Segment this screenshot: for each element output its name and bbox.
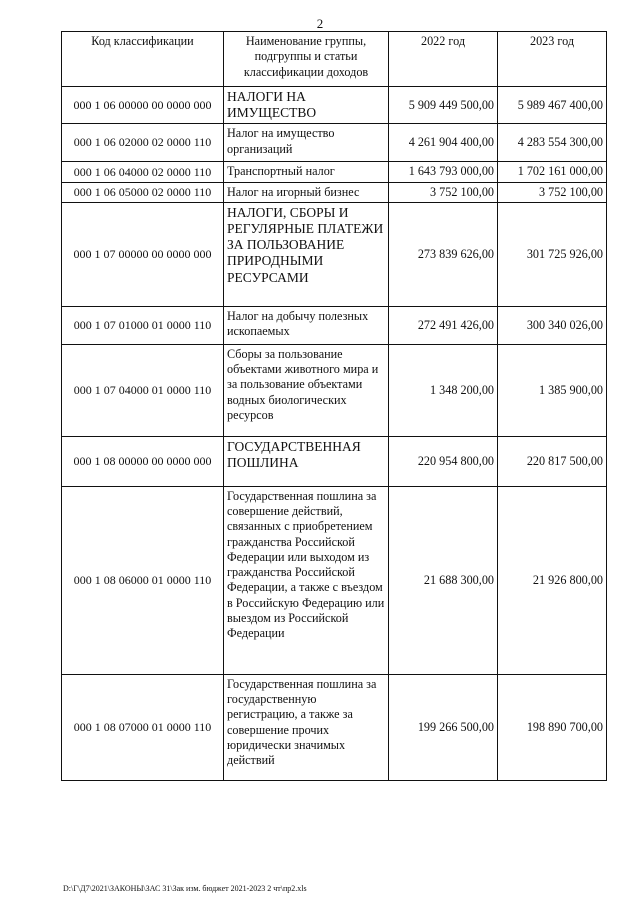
row-name: Государственная пошлина за совершение действий, связанных с приобретением гражданства Российской Федерации или выходом из гражданства Российской Федерации, а также с въездом в Российскую Федерацию или выездом из Российской Федерации	[224, 486, 389, 674]
header-name: Наименование группы, подгруппы и статьи классификации доходов	[224, 32, 389, 87]
table-row	[62, 162, 607, 182]
row-2022: 1 348 200,00	[389, 344, 498, 436]
row-2023: 300 340 026,00	[498, 306, 607, 344]
row-2022: 272 491 426,00	[389, 306, 498, 344]
table-row	[62, 486, 607, 674]
row-code: 000 1 08 07000 01 0000 110	[62, 674, 224, 780]
page-number: 2	[316, 16, 324, 31]
row-code: 000 1 08 00000 00 0000 000	[62, 436, 224, 486]
revenue-table	[61, 31, 607, 781]
header-2023: 2023 год	[498, 32, 607, 87]
row-name: Налог на добычу полезных ископаемых	[224, 306, 389, 344]
row-name: НАЛОГИ НА ИМУЩЕСТВО	[224, 87, 389, 124]
table-row	[62, 674, 607, 780]
row-name: Налог на игорный бизнес	[224, 182, 389, 202]
row-2022: 220 954 800,00	[389, 436, 498, 486]
row-2023: 21 926 800,00	[498, 486, 607, 674]
row-2022: 273 839 626,00	[389, 202, 498, 306]
row-code: 000 1 06 00000 00 0000 000	[62, 87, 224, 124]
row-2022: 1 643 793 000,00	[389, 162, 498, 182]
row-code: 000 1 08 06000 01 0000 110	[62, 486, 224, 674]
row-name: Сборы за пользование объектами животного мира и за пользование объектами водных биологических ресурсов	[224, 344, 389, 436]
row-code: 000 1 07 04000 01 0000 110	[62, 344, 224, 436]
row-2022: 199 266 500,00	[389, 674, 498, 780]
row-name: Транспортный налог	[224, 162, 389, 182]
table-row	[62, 182, 607, 202]
table-row	[62, 436, 607, 486]
row-code: 000 1 07 00000 00 0000 000	[62, 202, 224, 306]
row-2022: 4 261 904 400,00	[389, 124, 498, 162]
row-code: 000 1 06 02000 02 0000 110	[62, 124, 224, 162]
row-2023: 5 989 467 400,00	[498, 87, 607, 124]
file-path-footer: D:\Г\Д7\2021\ЗАКОНЫ\ЗАС 31\Зак изм. бюджет 2021-2023 2 чт\пр2.xls	[63, 884, 307, 893]
header-2022: 2022 год	[389, 32, 498, 87]
row-2023: 4 283 554 300,00	[498, 124, 607, 162]
row-name: Налог на имущество организаций	[224, 124, 389, 162]
row-2023: 1 702 161 000,00	[498, 162, 607, 182]
table-row	[62, 124, 607, 162]
row-2023: 3 752 100,00	[498, 182, 607, 202]
table-row	[62, 344, 607, 436]
row-2023: 1 385 900,00	[498, 344, 607, 436]
row-code: 000 1 06 04000 02 0000 110	[62, 162, 224, 182]
row-2023: 198 890 700,00	[498, 674, 607, 780]
header-code: Код классификации	[62, 32, 224, 87]
table-row	[62, 87, 607, 124]
row-name: ГОСУДАРСТВЕННАЯ ПОШЛИНА	[224, 436, 389, 486]
table-row	[62, 306, 607, 344]
row-2023: 301 725 926,00	[498, 202, 607, 306]
header-row	[62, 32, 607, 87]
row-code: 000 1 07 01000 01 0000 110	[62, 306, 224, 344]
row-2022: 3 752 100,00	[389, 182, 498, 202]
table-row	[62, 202, 607, 306]
row-2023: 220 817 500,00	[498, 436, 607, 486]
row-code: 000 1 06 05000 02 0000 110	[62, 182, 224, 202]
row-name: Государственная пошлина за государственную регистрацию, а также за совершение прочих юридически значимых действий	[224, 674, 389, 780]
row-2022: 21 688 300,00	[389, 486, 498, 674]
row-2022: 5 909 449 500,00	[389, 87, 498, 124]
row-name: НАЛОГИ, СБОРЫ И РЕГУЛЯРНЫЕ ПЛАТЕЖИ ЗА ПОЛЬЗОВАНИЕ ПРИРОДНЫМИ РЕСУРСАМИ	[224, 202, 389, 306]
